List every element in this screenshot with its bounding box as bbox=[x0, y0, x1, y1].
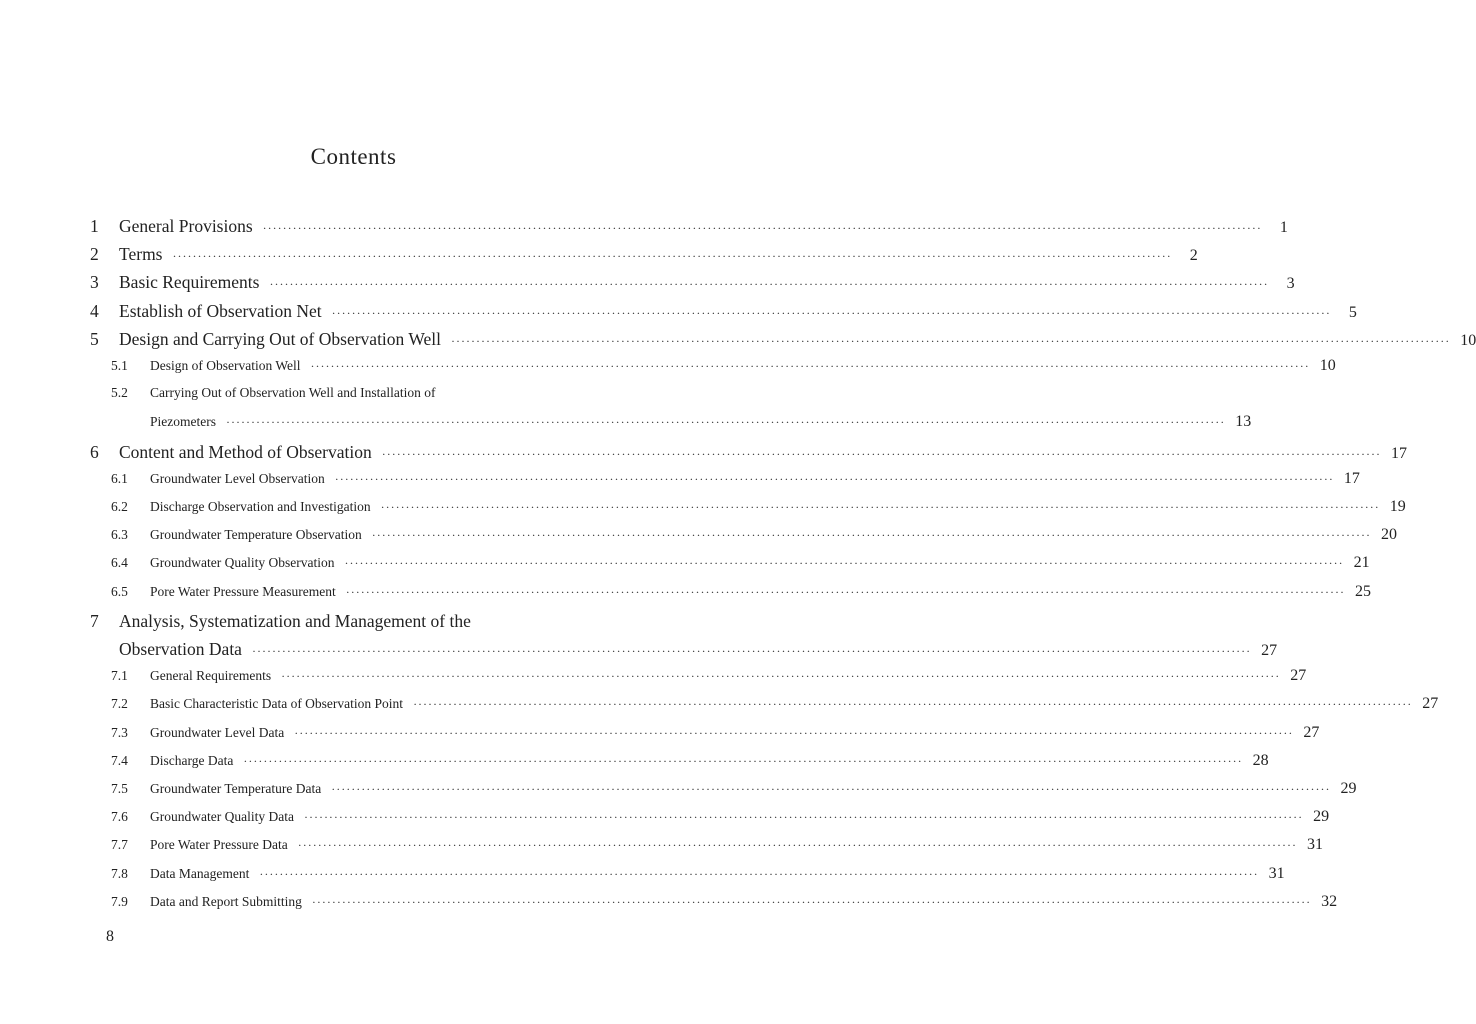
toc-leader-dots: ········································································································································································································ bbox=[281, 669, 1281, 684]
toc-entry-number: 6 bbox=[90, 441, 99, 462]
toc-entry-number: 6.1 bbox=[111, 470, 128, 486]
toc-leader-dots: ········································································································································································································ bbox=[172, 249, 1172, 264]
toc-section-entry[interactable] bbox=[0, 582, 1371, 607]
toc-leader-dots: ········································································································································································································ bbox=[259, 866, 1259, 881]
toc-leader-dots: ········································································································································································································ bbox=[380, 500, 1380, 514]
toc-leader-dots: ········································································································································································································ bbox=[331, 305, 1331, 320]
toc-entry-page: 3 bbox=[1286, 275, 1295, 293]
toc-entry-title: Analysis, Systematization and Management of the bbox=[119, 610, 471, 631]
toc-leader-dots: ········································································································································································································ bbox=[450, 333, 1451, 348]
page-title: Contents bbox=[310, 144, 397, 169]
toc-entry-number: 7 bbox=[90, 610, 99, 631]
toc-entry-page: 2 bbox=[1189, 247, 1198, 265]
toc-entry-number: 7.7 bbox=[111, 837, 128, 853]
toc-chapter-entry[interactable] bbox=[0, 328, 1476, 353]
toc-entry-page: 10 bbox=[1319, 357, 1336, 374]
toc-entry-number: 7.1 bbox=[111, 668, 128, 684]
toc-leader-dots: ········································································································································································································ bbox=[344, 556, 1344, 571]
toc-leader-dots: ········································································································································································································ bbox=[334, 471, 1334, 486]
toc-entry-number: 6.5 bbox=[111, 583, 128, 599]
toc-entry-page: 31 bbox=[1268, 864, 1285, 882]
toc-leader-dots: ········································································································································································································ bbox=[413, 697, 1413, 712]
toc-entry-number: 7.3 bbox=[111, 724, 128, 740]
toc-section-entry[interactable] bbox=[0, 695, 1439, 719]
toc-entry-title: Groundwater Level Data bbox=[150, 724, 285, 740]
toc-entry-number: 5.2 bbox=[111, 385, 128, 401]
toc-entry-page: 19 bbox=[1389, 498, 1406, 515]
toc-leader-dots: ········································································································································································································ bbox=[243, 753, 1243, 768]
toc-entry-title: Discharge Data bbox=[150, 752, 234, 768]
toc-leader-dots: ········································································································································································································ bbox=[311, 894, 1312, 909]
toc-entry-number: 7.9 bbox=[111, 893, 128, 909]
toc-leader-dots: ········································································································································································································ bbox=[262, 221, 1262, 235]
toc-leader-dots: ········································································································································································································ bbox=[297, 838, 1297, 853]
toc-entry-title: Terms bbox=[119, 244, 163, 265]
toc-entry-title: Groundwater Temperature Observation bbox=[150, 527, 362, 543]
toc-entry-number: 7.2 bbox=[111, 696, 128, 712]
toc-chapter-entry[interactable] bbox=[0, 639, 1278, 663]
toc-entry-page: 13 bbox=[1235, 413, 1252, 431]
toc-entry-number: 7.6 bbox=[111, 809, 128, 825]
toc-entry-title: Groundwater Quality Observation bbox=[150, 555, 335, 571]
toc-entry-number: 6.3 bbox=[111, 527, 128, 543]
toc-chapter-entry[interactable] bbox=[0, 272, 1295, 296]
toc-entry-title: Basic Characteristic Data of Observation Point bbox=[150, 696, 404, 712]
toc-chapter-entry[interactable] bbox=[0, 441, 1407, 466]
toc-entry-page: 10 bbox=[1460, 331, 1476, 349]
toc-section-entry[interactable] bbox=[0, 751, 1269, 776]
toc-entry-number: 7.4 bbox=[111, 752, 128, 768]
page-number: 8 bbox=[106, 928, 114, 945]
toc-entry-title: Groundwater Quality Data bbox=[150, 809, 294, 825]
toc-section-entry[interactable] bbox=[0, 385, 614, 409]
toc-entry-title: Piezometers bbox=[150, 414, 216, 430]
toc-leader-dots: ········································································································································································································ bbox=[371, 528, 1371, 543]
toc-entry-title: Pore Water Pressure Measurement bbox=[150, 583, 336, 599]
toc-entry-title: Carrying Out of Observation Well and Installation of bbox=[150, 385, 436, 401]
toc-section-entry[interactable] bbox=[0, 808, 1330, 832]
toc-leader-dots: ········································································································································································································ bbox=[310, 359, 1310, 373]
toc-entry-number: 7.8 bbox=[111, 865, 128, 881]
toc-entry-page: 17 bbox=[1343, 469, 1360, 487]
toc-entry-title: Basic Requirements bbox=[119, 272, 260, 293]
toc-entry-page: 27 bbox=[1261, 642, 1278, 659]
toc-entry-page: 17 bbox=[1390, 444, 1407, 462]
toc-section-entry[interactable] bbox=[0, 836, 1323, 860]
toc-leader-dots: ········································································································································································································ bbox=[251, 644, 1252, 658]
toc-leader-dots: ········································································································································································································ bbox=[225, 415, 1226, 430]
toc-entry-page: 1 bbox=[1279, 219, 1288, 236]
toc-leader-dots: ········································································································································································································ bbox=[294, 725, 1294, 740]
toc-entry-title: General Provisions bbox=[119, 216, 253, 236]
toc-entry-title: Establish of Observation Net bbox=[119, 300, 322, 321]
toc-chapter-entry[interactable] bbox=[0, 300, 1357, 325]
toc-entry-page: 5 bbox=[1348, 303, 1357, 321]
toc-entry-page: 21 bbox=[1353, 554, 1370, 572]
toc-entry-number: 5 bbox=[90, 328, 99, 349]
toc-entry-title: Design of Observation Well bbox=[150, 358, 301, 373]
toc-section-entry[interactable] bbox=[0, 864, 1285, 889]
toc-entry-number: 4 bbox=[90, 300, 99, 321]
toc-section-entry[interactable] bbox=[0, 780, 1357, 804]
toc-entry-title: Discharge Observation and Investigation bbox=[150, 499, 371, 514]
toc-leader-dots: ········································································································································································································ bbox=[331, 782, 1331, 796]
toc-entry-number: 6.4 bbox=[111, 555, 128, 571]
toc-entry-number: 7.5 bbox=[111, 781, 128, 796]
toc-section-entry[interactable] bbox=[0, 526, 1397, 550]
toc-entry-page: 27 bbox=[1422, 695, 1439, 713]
toc-entry-page: 32 bbox=[1321, 892, 1338, 910]
toc-entry-page: 29 bbox=[1313, 808, 1330, 826]
toc-entry-number: 3 bbox=[90, 272, 99, 293]
toc-entry-title: Pore Water Pressure Data bbox=[150, 837, 288, 853]
toc-chapter-entry[interactable] bbox=[0, 611, 614, 635]
toc-entry-title: Data Management bbox=[150, 865, 250, 881]
toc-entry-page: 28 bbox=[1252, 751, 1269, 769]
toc-section-entry[interactable] bbox=[0, 667, 1307, 691]
toc-entry-page: 27 bbox=[1290, 667, 1307, 685]
toc-entry-number: 2 bbox=[90, 244, 99, 265]
toc-section-entry[interactable] bbox=[0, 469, 1360, 494]
toc-entry-page: 31 bbox=[1306, 836, 1323, 854]
toc-entry-title: Groundwater Level Observation bbox=[150, 470, 325, 486]
toc-entry-number: 5.1 bbox=[111, 358, 128, 373]
toc-entry-number: 6.2 bbox=[111, 499, 128, 514]
toc-section-entry[interactable] bbox=[0, 498, 1406, 522]
toc-leader-dots: ········································································································································································································ bbox=[303, 810, 1304, 825]
toc-entry-title: General Requirements bbox=[150, 668, 272, 684]
toc-entry-title: Groundwater Temperature Data bbox=[150, 781, 322, 796]
toc-entry-page: 27 bbox=[1303, 723, 1320, 741]
toc-entry-title: Observation Data bbox=[119, 639, 242, 659]
toc-entry-number: 1 bbox=[90, 216, 99, 236]
toc-chapter-entry[interactable] bbox=[0, 216, 1288, 240]
toc-entry-title: Design and Carrying Out of Observation Well bbox=[119, 328, 441, 349]
toc-entry-title: Content and Method of Observation bbox=[119, 441, 372, 462]
toc-section-entry[interactable] bbox=[0, 413, 1252, 437]
toc-entry-page: 29 bbox=[1340, 780, 1357, 797]
toc-leader-dots: ········································································································································································································ bbox=[381, 446, 1381, 461]
toc-entry-title: Data and Report Submitting bbox=[150, 893, 302, 909]
toc-section-entry[interactable] bbox=[0, 357, 1336, 381]
toc-leader-dots: ········································································································································································································ bbox=[345, 584, 1345, 599]
toc-entry-page: 25 bbox=[1354, 582, 1371, 600]
toc-chapter-entry[interactable] bbox=[0, 244, 1198, 268]
toc-leader-dots: ········································································································································································································ bbox=[269, 277, 1269, 292]
toc-section-entry[interactable] bbox=[0, 554, 1370, 578]
toc-section-entry[interactable] bbox=[0, 723, 1320, 748]
toc-section-entry[interactable] bbox=[0, 892, 1338, 917]
toc-entry-page: 20 bbox=[1380, 526, 1397, 544]
